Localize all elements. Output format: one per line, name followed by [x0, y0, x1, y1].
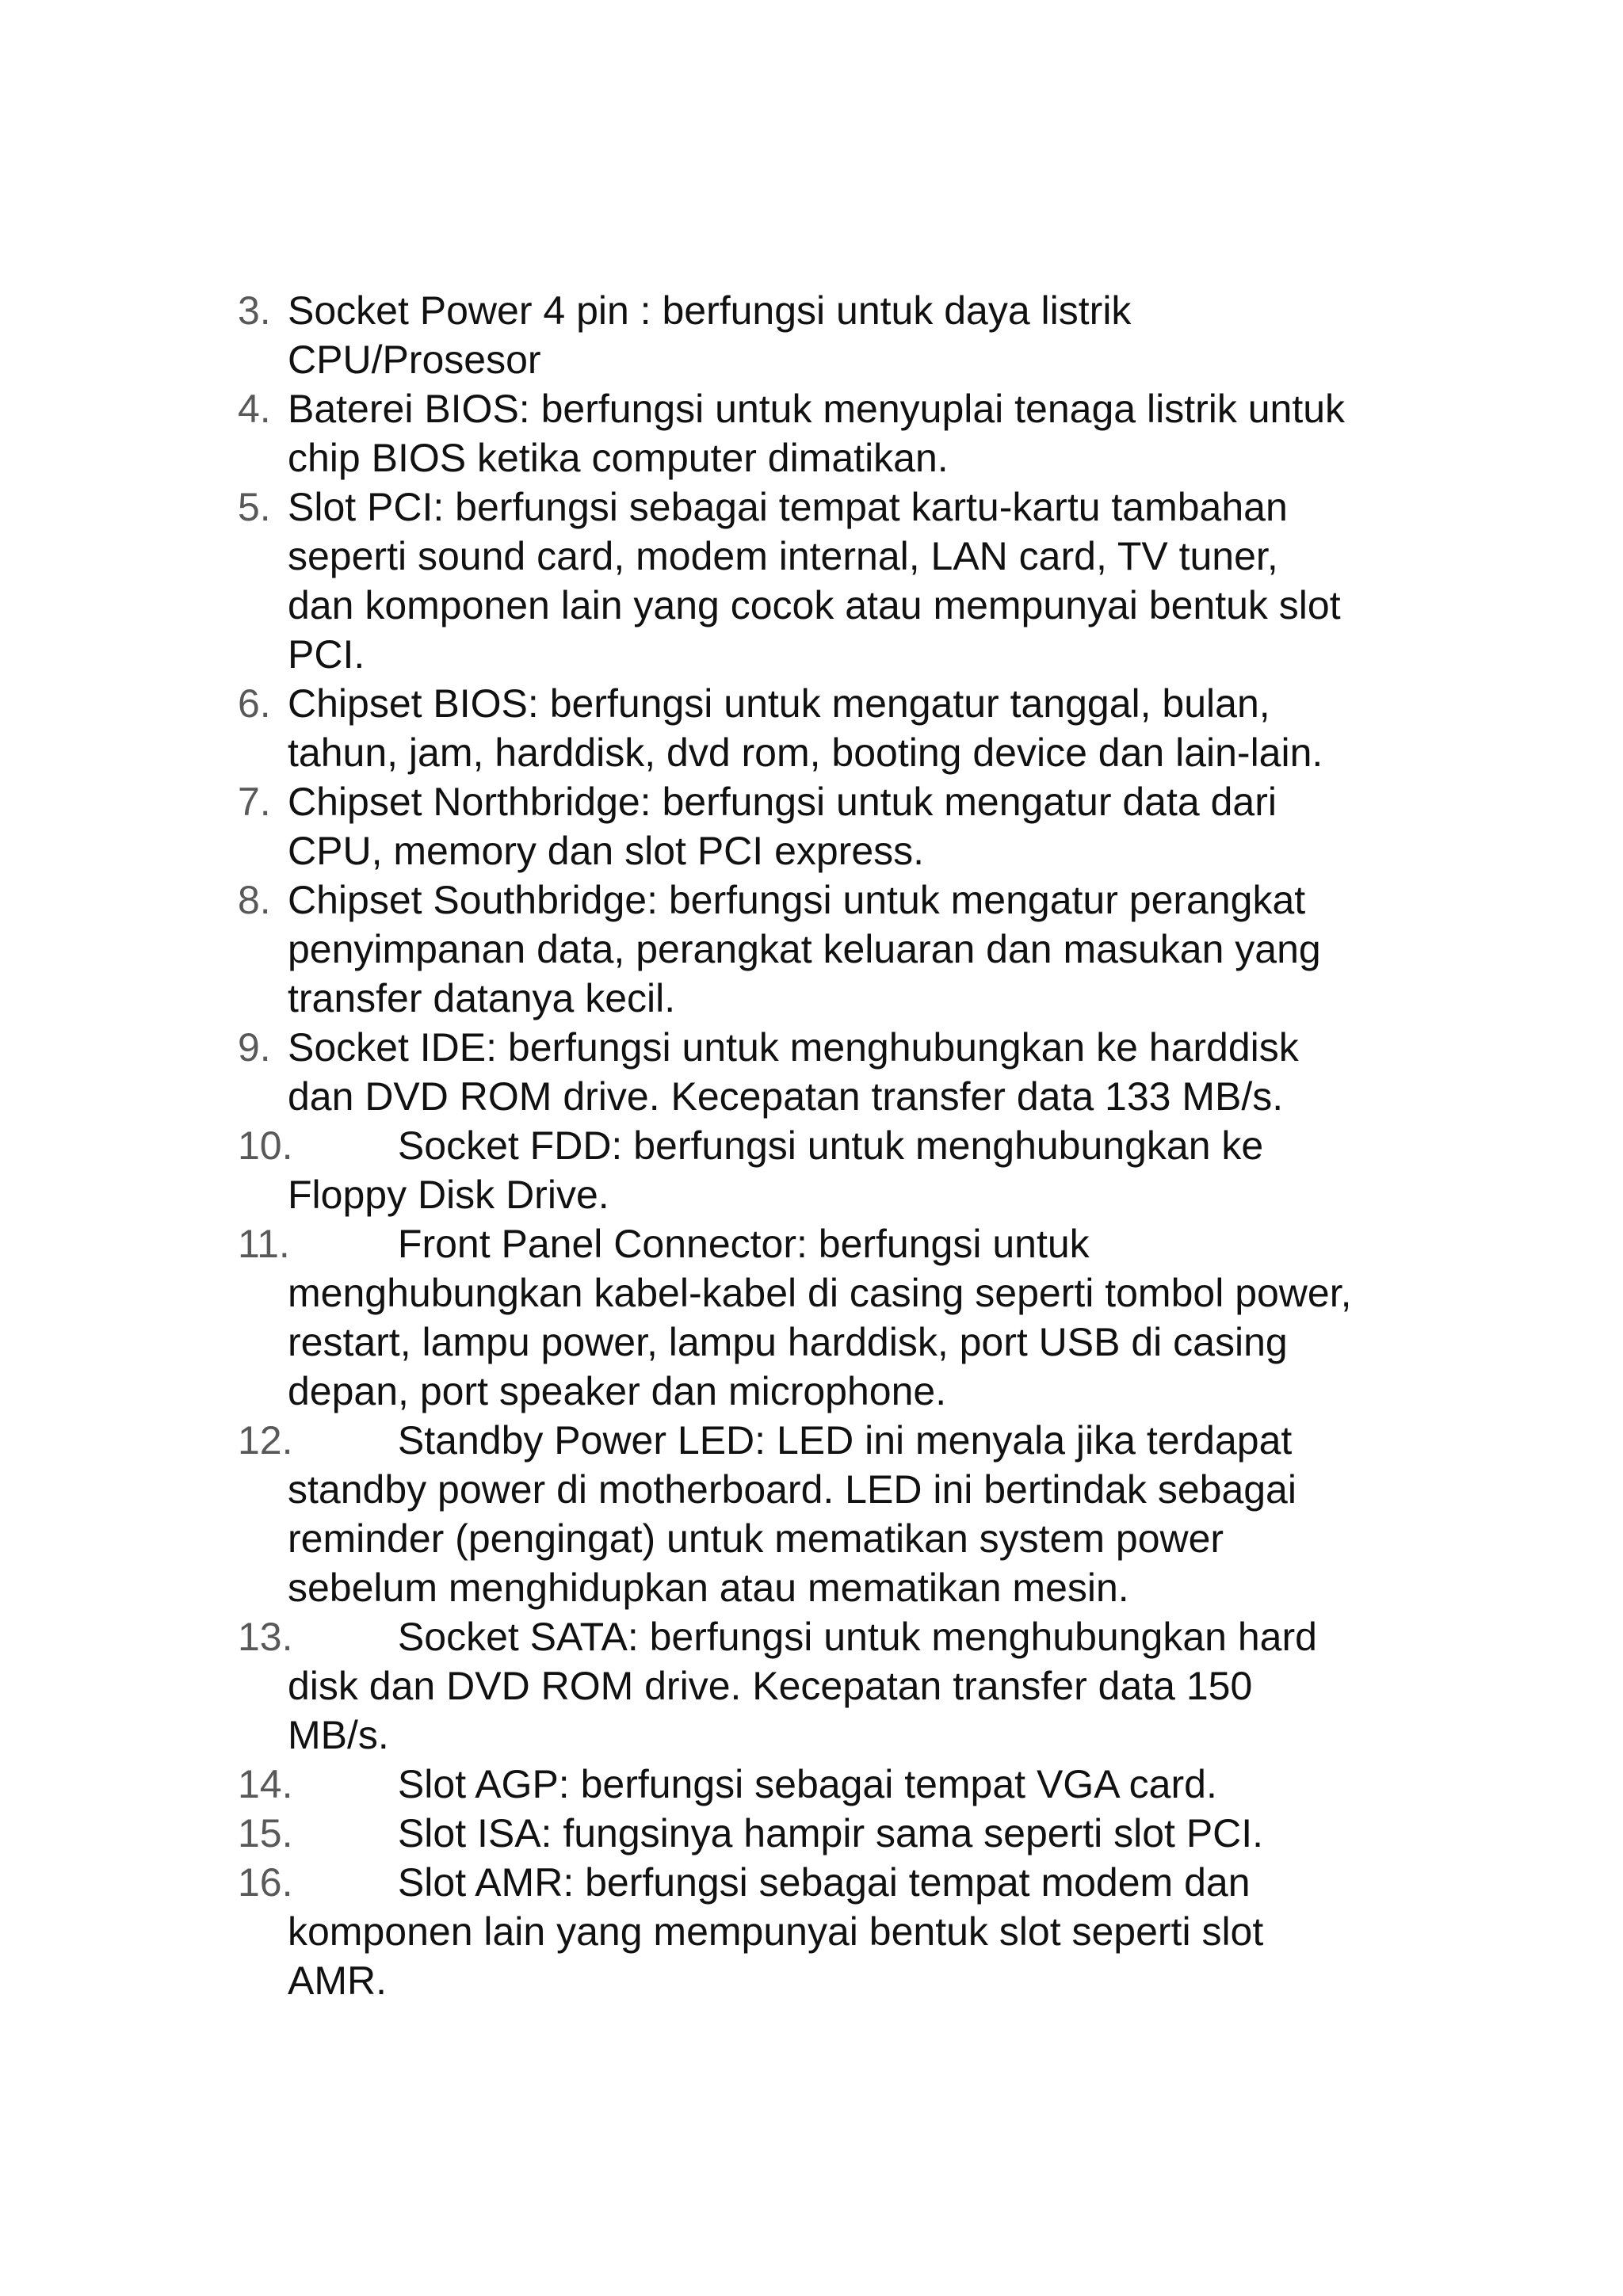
list-item-text-line: restart, lampu power, lampu harddisk, port USB di casing [288, 1320, 1288, 1364]
list-item-number: 5. [238, 485, 271, 529]
list-item-text-line: PCI. [288, 632, 365, 677]
list-item-text-line: Chipset Northbridge: berfungsi untuk mengatur data dari [288, 780, 1277, 824]
list-item-text-line: penyimpanan data, perangkat keluaran dan masukan yang [288, 927, 1321, 971]
list-item-number: 14. [238, 1762, 293, 1806]
list-item-text-line: Socket IDE: berfungsi untuk menghubungkan ke harddisk [288, 1025, 1299, 1070]
list-item-text-line: Slot AGP: berfungsi sebagai tempat VGA card. [288, 1762, 1217, 1806]
list-item-text-line: dan DVD ROM drive. Kecepatan transfer data 133 MB/s. [288, 1074, 1284, 1119]
list-item-text-line: Slot PCI: berfungsi sebagai tempat kartu-kartu tambahan [288, 485, 1288, 529]
list-item [238, 286, 1458, 384]
list-item-text-line: standby power di motherboard. LED ini bertindak sebagai [288, 1467, 1296, 1512]
list-item [238, 482, 1458, 679]
list-item-number: 9. [238, 1025, 271, 1070]
list-item-number: 11. [238, 1222, 290, 1266]
list-item [238, 384, 1458, 482]
list-item-text-line: reminder (pengingat) untuk mematikan system power [288, 1516, 1224, 1561]
list-item-text-line: Chipset Southbridge: berfungsi untuk mengatur perangkat [288, 878, 1306, 922]
list-item-text-line: tahun, jam, harddisk, dvd rom, booting device dan lain-lain. [288, 730, 1323, 775]
list-item-text-line: dan komponen lain yang cocok atau mempunyai bentuk slot [288, 583, 1341, 627]
list-item-text-line: Socket Power 4 pin : berfungsi untuk daya listrik [288, 288, 1132, 333]
list-item [238, 1612, 1458, 1760]
list-item-number: 4. [238, 387, 271, 431]
list-item-text-line: komponen lain yang mempunyai bentuk slot seperti slot [288, 1909, 1264, 1954]
list-item-text-line: seperti sound card, modem internal, LAN card, TV tuner, [288, 534, 1278, 578]
list-item [238, 1219, 1458, 1416]
list-item-text-line: MB/s. [288, 1713, 389, 1757]
list-item-text-line: Standby Power LED: LED ini menyala jika terdapat [288, 1418, 1293, 1463]
list-item-text-line: CPU/Prosesor [288, 338, 541, 382]
list-item-number: 12. [238, 1418, 293, 1463]
list-item [238, 1416, 1458, 1612]
numbered-list [238, 286, 1458, 2005]
list-item [238, 1809, 1458, 1858]
list-item-number: 16. [238, 1860, 293, 1905]
list-item-number: 6. [238, 681, 271, 726]
list-item-text-line: Slot AMR: berfungsi sebagai tempat modem dan [288, 1860, 1251, 1905]
list-item-text-line: Floppy Disk Drive. [288, 1173, 609, 1217]
list-item [238, 777, 1458, 875]
list-item [238, 679, 1458, 777]
list-item-number: 3. [238, 288, 271, 333]
list-item [238, 1121, 1458, 1219]
list-item-number: 8. [238, 878, 271, 922]
list-item-text-line: disk dan DVD ROM drive. Kecepatan transfer data 150 [288, 1664, 1253, 1708]
list-item-text-line: AMR. [288, 1958, 387, 2003]
list-item-number: 10. [238, 1123, 293, 1168]
list-item-text-line: Socket FDD: berfungsi untuk menghubungkan ke [288, 1123, 1264, 1168]
list-item-text-line: depan, port speaker dan microphone. [288, 1369, 947, 1413]
list-item-text-line: CPU, memory dan slot PCI express. [288, 829, 925, 873]
list-item-text-line: menghubungkan kabel-kabel di casing seperti tombol power, [288, 1271, 1352, 1315]
list-item-number: 15. [238, 1811, 293, 1855]
list-item-number: 13. [238, 1615, 293, 1659]
list-item-text-line: sebelum menghidupkan atau mematikan mesin. [288, 1566, 1129, 1610]
list-item [238, 1023, 1458, 1121]
list-item [238, 1858, 1458, 2005]
list-item-text-line: transfer datanya kecil. [288, 976, 676, 1020]
list-item [238, 875, 1458, 1023]
list-item-text-line: Socket SATA: berfungsi untuk menghubungkan hard [288, 1615, 1317, 1659]
list-item-text-line: Chipset BIOS: berfungsi untuk mengatur tanggal, bulan, [288, 681, 1270, 726]
list-item [238, 1760, 1458, 1809]
list-item-text-line: Baterei BIOS: berfungsi untuk menyuplai tenaga listrik untuk [288, 387, 1346, 431]
list-item-text-line: Front Panel Connector: berfungsi untuk [288, 1222, 1090, 1266]
list-item-text-line: chip BIOS ketika computer dimatikan. [288, 436, 949, 480]
list-item-number: 7. [238, 780, 271, 824]
list-item-text-line: Slot ISA: fungsinya hampir sama seperti slot PCI. [288, 1811, 1264, 1855]
